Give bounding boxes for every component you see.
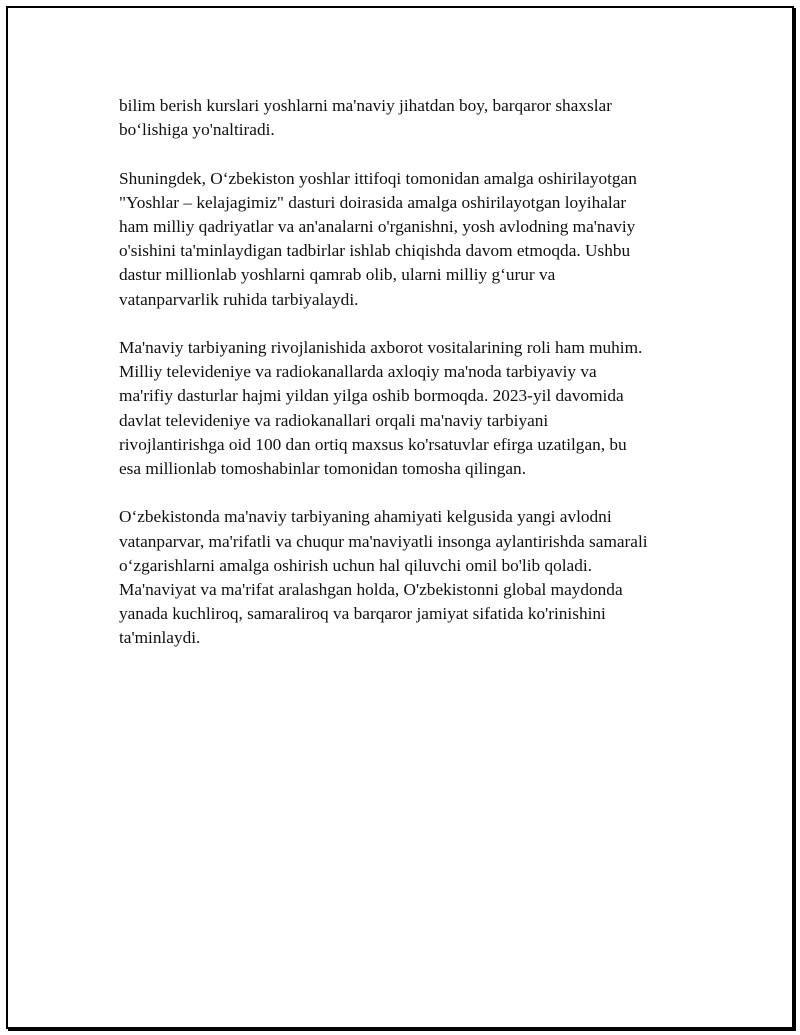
text-line: o‘zgarishlarni amalga oshirish uchun hal qiluvchi omil bo'lib qoladi. (119, 555, 592, 575)
text-line: bilim berish kurslari yoshlarni ma'naviy jihatdan boy, barqaror shaxslar (119, 96, 612, 115)
text-line: davlat televideniye va radiokanallari orqali ma'naviy tarbiyani (119, 410, 549, 430)
text-line: o'sishini ta'minlaydigan tadbirlar ishlab chiqishda davom etmoqda. Ushbu (119, 241, 631, 261)
text-line: O‘zbekistonda ma'naviy tarbiyaning ahamiyati kelgusida yangi avlodni (119, 507, 612, 527)
text-line: Ma'naviyat va ma'rifat aralashgan holda, O'zbekistonni global maydonda (119, 580, 623, 600)
text-line: ham milliy qadriyatlar va an'analarni o'rganishni, yosh avlodning ma'naviy (119, 217, 636, 236)
text-line: Milliy televideniye va radiokanallarda axloqiy ma'noda tarbiyaviy va (119, 362, 597, 382)
text-line: bo‘lishiga yo'naltiradi. (119, 120, 275, 140)
text-line: vatanparvar, ma'rifatli va chuqur ma'naviyatli insonga aylantirishda samarali (119, 531, 648, 551)
text-line: rivojlantirishga oid 100 dan ortiq maxsus ko'rsatuvlar efirga uzatilgan, bu (119, 434, 627, 454)
text-line: "Yoshlar – kelajagimiz" dasturi doirasida amalga oshirilayotgan loyihalar (119, 192, 627, 212)
text-line: esa millionlab tomoshabinlar tomonidan tomosha qilingan. (119, 459, 527, 479)
paragraph-4 (119, 505, 697, 650)
text-line: vatanparvarlik ruhida tarbiyalaydi. (119, 289, 359, 309)
text-line: ma'rifiy dasturlar hajmi yildan yilga oshib bormoqda. 2023-yil davomida (119, 386, 624, 406)
paragraph-2 (119, 167, 697, 312)
text-line: Ma'naviy tarbiyaning rivojlanishida axborot vositalarining roli ham muhim. (119, 338, 643, 357)
paragraph-3 (119, 336, 697, 481)
text-line: Shuningdek, O‘zbekiston yoshlar ittifoqi tomonidan amalga oshirilayotgan (119, 168, 637, 188)
text-line: dastur millionlab yoshlarni qamrab olib, ularni milliy g‘urur va (119, 265, 556, 285)
page-body (119, 94, 697, 675)
text-line: ta'minlaydi. (119, 628, 201, 648)
text-line: yanada kuchliroq, samaraliroq va barqaror jamiyat sifatida ko'rinishini (119, 604, 606, 624)
document-page (6, 6, 794, 1029)
paragraph-1 (119, 94, 697, 142)
